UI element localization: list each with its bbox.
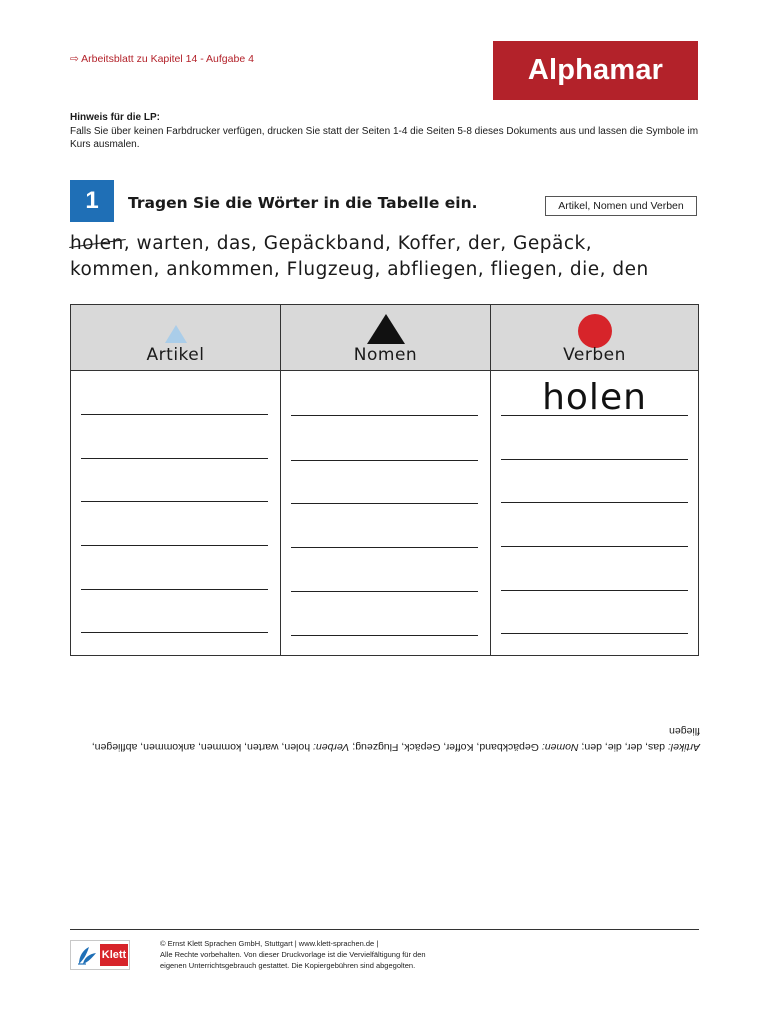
write-line[interactable] [501,633,688,634]
answer-nomen: Gepäckband, Koffer, Gepäck, Flugzeug; [349,741,542,753]
column-verben [490,305,698,655]
triangle-dark-icon [367,314,405,344]
column-label: Verben [563,345,626,365]
hint-title: Hinweis für die LP: [70,112,161,123]
klett-wordmark: Klett [100,944,128,966]
answer-verben: holen, warten, kommen, ankommen, abfliegen, fliegen [91,725,700,753]
sorting-table [70,304,699,656]
topic-tag: Artikel, Nomen und Verben [545,196,697,216]
answer-label-artikel: Artikel: [667,741,700,753]
klett-logo [70,940,130,970]
write-line[interactable] [501,502,688,503]
column-label: Artikel [146,345,205,365]
brand-logo: Alphamar [493,41,698,100]
leaf-icon [74,944,100,966]
copyright-line: eigenen Unterrichtsgebrauch gestattet. Die Kopiergebühren sind abgegolten. [160,961,416,970]
word-list-line1: , warten, das, Gepäckband, Koffer, der, Gepäck, [123,233,593,254]
circle-red-icon [578,314,612,348]
column-header [491,305,698,371]
write-line[interactable] [81,501,268,502]
write-line[interactable] [81,414,268,415]
answer-key-upside-down [70,723,700,755]
write-line[interactable] [501,459,688,460]
write-line[interactable] [291,503,478,504]
column-label: Nomen [353,345,418,365]
write-line[interactable] [291,635,478,636]
copyright-line: Alle Rechte vorbehalten. Von dieser Druckvorlage ist die Vervielfältigung für den [160,950,426,959]
write-line[interactable] [501,546,688,547]
write-line[interactable] [291,547,478,548]
write-line[interactable] [291,460,478,461]
write-line[interactable] [501,590,688,591]
answer-artikel: das, der, die, den; [578,741,668,753]
write-line[interactable] [81,458,268,459]
chapter-reference: ⇨ Arbeitsblatt zu Kapitel 14 - Aufgabe 4 [70,53,254,65]
teacher-hint [70,111,700,152]
task-instruction: Tragen Sie die Wörter in die Tabelle ein. [128,194,478,212]
hint-text: Falls Sie über keinen Farbdrucker verfügen, drucken Sie statt der Seiten 1-4 die Seiten 5-8 dieses Dokuments aus und lassen die Symbole im Kurs ausmalen. [70,125,699,150]
handwritten-answer: holen [542,377,647,418]
copyright-notice [160,938,560,971]
write-line[interactable] [291,415,478,416]
footer-divider [70,929,699,930]
column-artikel [71,305,280,655]
word-list [70,231,710,283]
write-line[interactable] [81,545,268,546]
answer-label-nomen: Nomen: [541,741,579,753]
write-line[interactable] [501,415,688,416]
crossed-example-word: holen [70,231,124,257]
column-header [281,305,490,371]
write-line[interactable] [81,632,268,633]
word-list-line2: kommen, ankommen, Flugzeug, abfliegen, fliegen, die, den [70,259,649,280]
copyright-line: © Ernst Klett Sprachen GmbH, Stuttgart | www.klett-sprachen.de | [160,939,379,948]
task-number-badge: 1 [70,180,114,222]
column-nomen [280,305,490,655]
answer-label-verben: Verben: [313,741,350,753]
write-line[interactable] [291,591,478,592]
column-header [71,305,280,371]
write-line[interactable] [81,589,268,590]
triangle-light-icon [165,325,187,343]
